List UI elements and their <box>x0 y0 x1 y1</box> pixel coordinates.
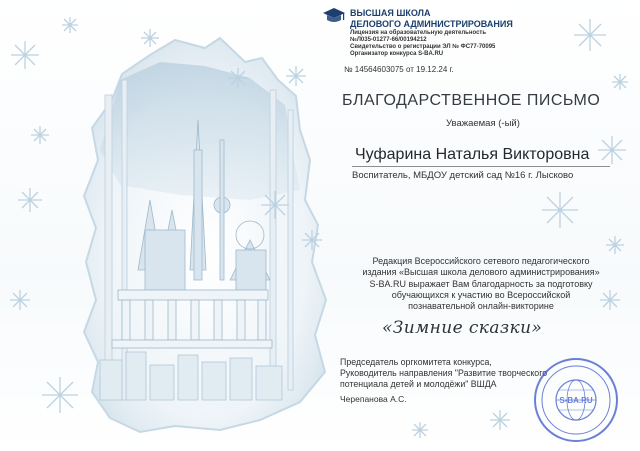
chair-line: Руководитель направления "Развитие творческого <box>340 368 548 378</box>
name-underline <box>352 166 610 167</box>
chair-line: Председатель оргкомитета конкурса, <box>340 357 492 367</box>
chair-line: потенциала детей и молодёжи" ВШДА <box>340 379 497 389</box>
chairperson-title <box>340 357 547 390</box>
gratitude-text <box>336 256 626 312</box>
contest-name: «Зимние сказки» <box>382 318 543 338</box>
recipient-position: Воспитатель, МБДОУ детский сад №16 г. Лысково <box>352 170 574 181</box>
body-line: S-BA.RU выражает Вам благодарность за подготовку <box>369 278 593 289</box>
document-number: № 14564603075 от 19.12.24 г. <box>344 65 454 74</box>
signer-name: Черепанова А.С. <box>340 394 407 404</box>
contest-organizer: Организатор конкурса S-BA.RU <box>350 51 444 57</box>
organization-logo <box>322 6 522 29</box>
stamp-text: S-BA.RU <box>559 396 593 405</box>
page-title: БЛАГОДАРСТВЕННОЕ ПИСЬМО <box>342 92 601 109</box>
body-line: познавательной онлайн-викторине <box>408 301 554 312</box>
salutation: Уважаемая (-ый) <box>446 118 520 129</box>
graduation-cap-icon <box>322 6 346 26</box>
license-line: Лицензия на образовательную деятельность <box>350 30 487 36</box>
official-stamp <box>532 356 620 444</box>
registration-certificate: Свидетельство о регистрации ЭЛ № ФС77-70095 <box>350 44 496 50</box>
license-number: №Л035-01277-66/00194212 <box>350 37 427 43</box>
org-name-line2: ДЕЛОВОГО АДМИНИСТРИРОВАНИЯ <box>350 19 513 29</box>
body-line: обучающихся к участию во Всероссийской <box>391 289 571 300</box>
org-name-line1: ВЫСШАЯ ШКОЛА <box>350 8 431 18</box>
recipient-name: Чуфарина Наталья Викторовна <box>355 146 590 163</box>
body-line: издания «Высшая школа делового администрирования» <box>362 267 600 278</box>
body-line: Редакция Всероссийского сетевого педагогического <box>372 256 590 266</box>
